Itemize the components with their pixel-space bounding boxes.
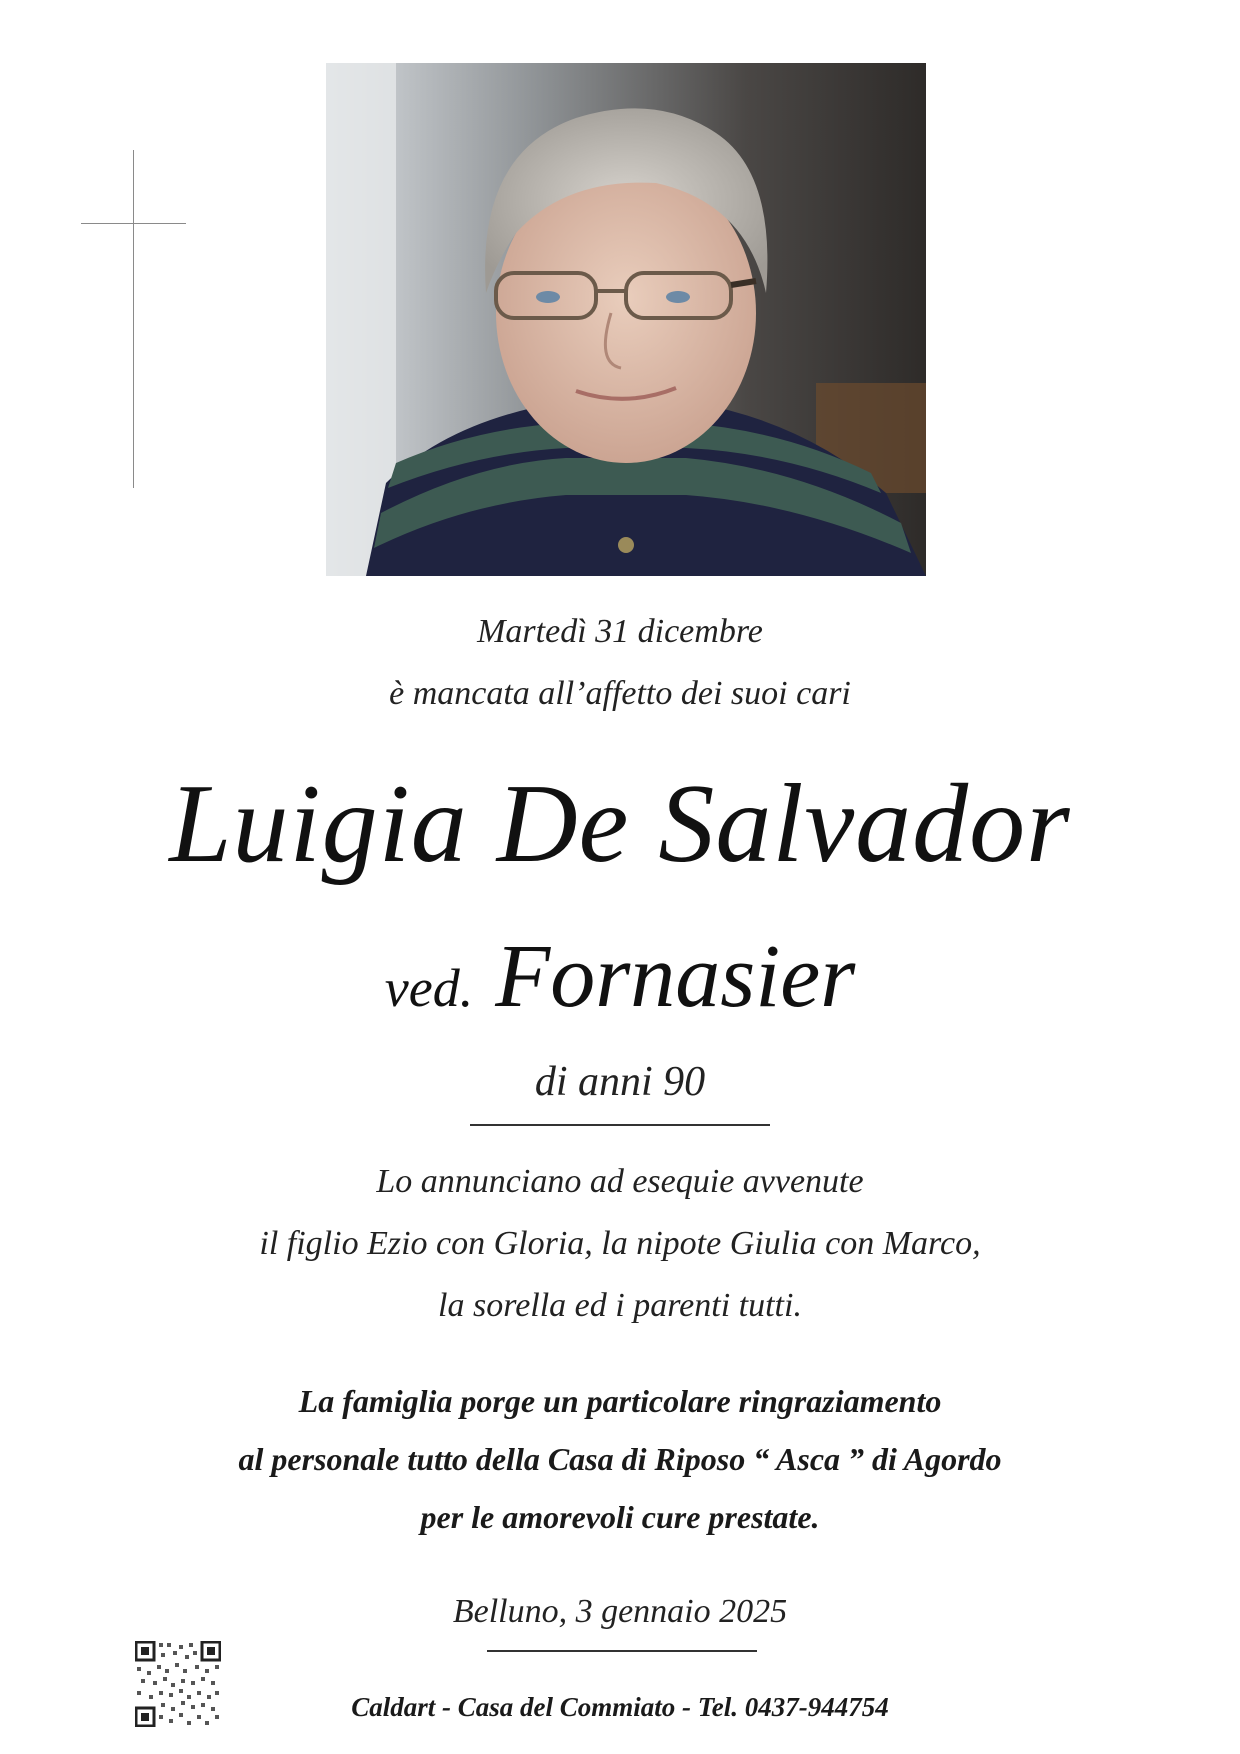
- announcement-passing: è mancata all’affetto dei suoi cari: [389, 675, 851, 712]
- announcement-date: Martedì 31 dicembre: [477, 613, 763, 650]
- message-line-3: la sorella ed i parenti tutti.: [438, 1287, 802, 1324]
- divider-bottom: [487, 1650, 757, 1652]
- thanks-line-1: La famiglia porge un particolare ringraziamento: [298, 1383, 942, 1419]
- thanks-line-2: al personale tutto della Casa di Riposo “ Asca ” di Agordo: [238, 1441, 1002, 1477]
- portrait-photo: [326, 63, 926, 576]
- message-line-2: il figlio Ezio con Gloria, la nipote Giulia con Marco,: [259, 1225, 981, 1262]
- married-name: [0, 925, 1240, 1028]
- married-prefix: ved.: [384, 958, 474, 1018]
- married-surname: Fornasier: [495, 927, 856, 1026]
- message-line-1: Lo annunciano ad esequie avvenute: [376, 1163, 864, 1200]
- footer-funeral-home: Caldart - Casa del Commiato - Tel. 0437-944754: [351, 1692, 889, 1722]
- deceased-name: Luigia De Salvador: [169, 762, 1071, 886]
- thanks-line-3: per le amorevoli cure prestate.: [420, 1499, 820, 1535]
- cross-horizontal-bar: [81, 223, 186, 224]
- age-line: di anni 90: [534, 1059, 706, 1105]
- cross-vertical-bar: [133, 150, 134, 488]
- place-date: Belluno, 3 gennaio 2025: [452, 1593, 788, 1630]
- divider-top: [470, 1124, 770, 1126]
